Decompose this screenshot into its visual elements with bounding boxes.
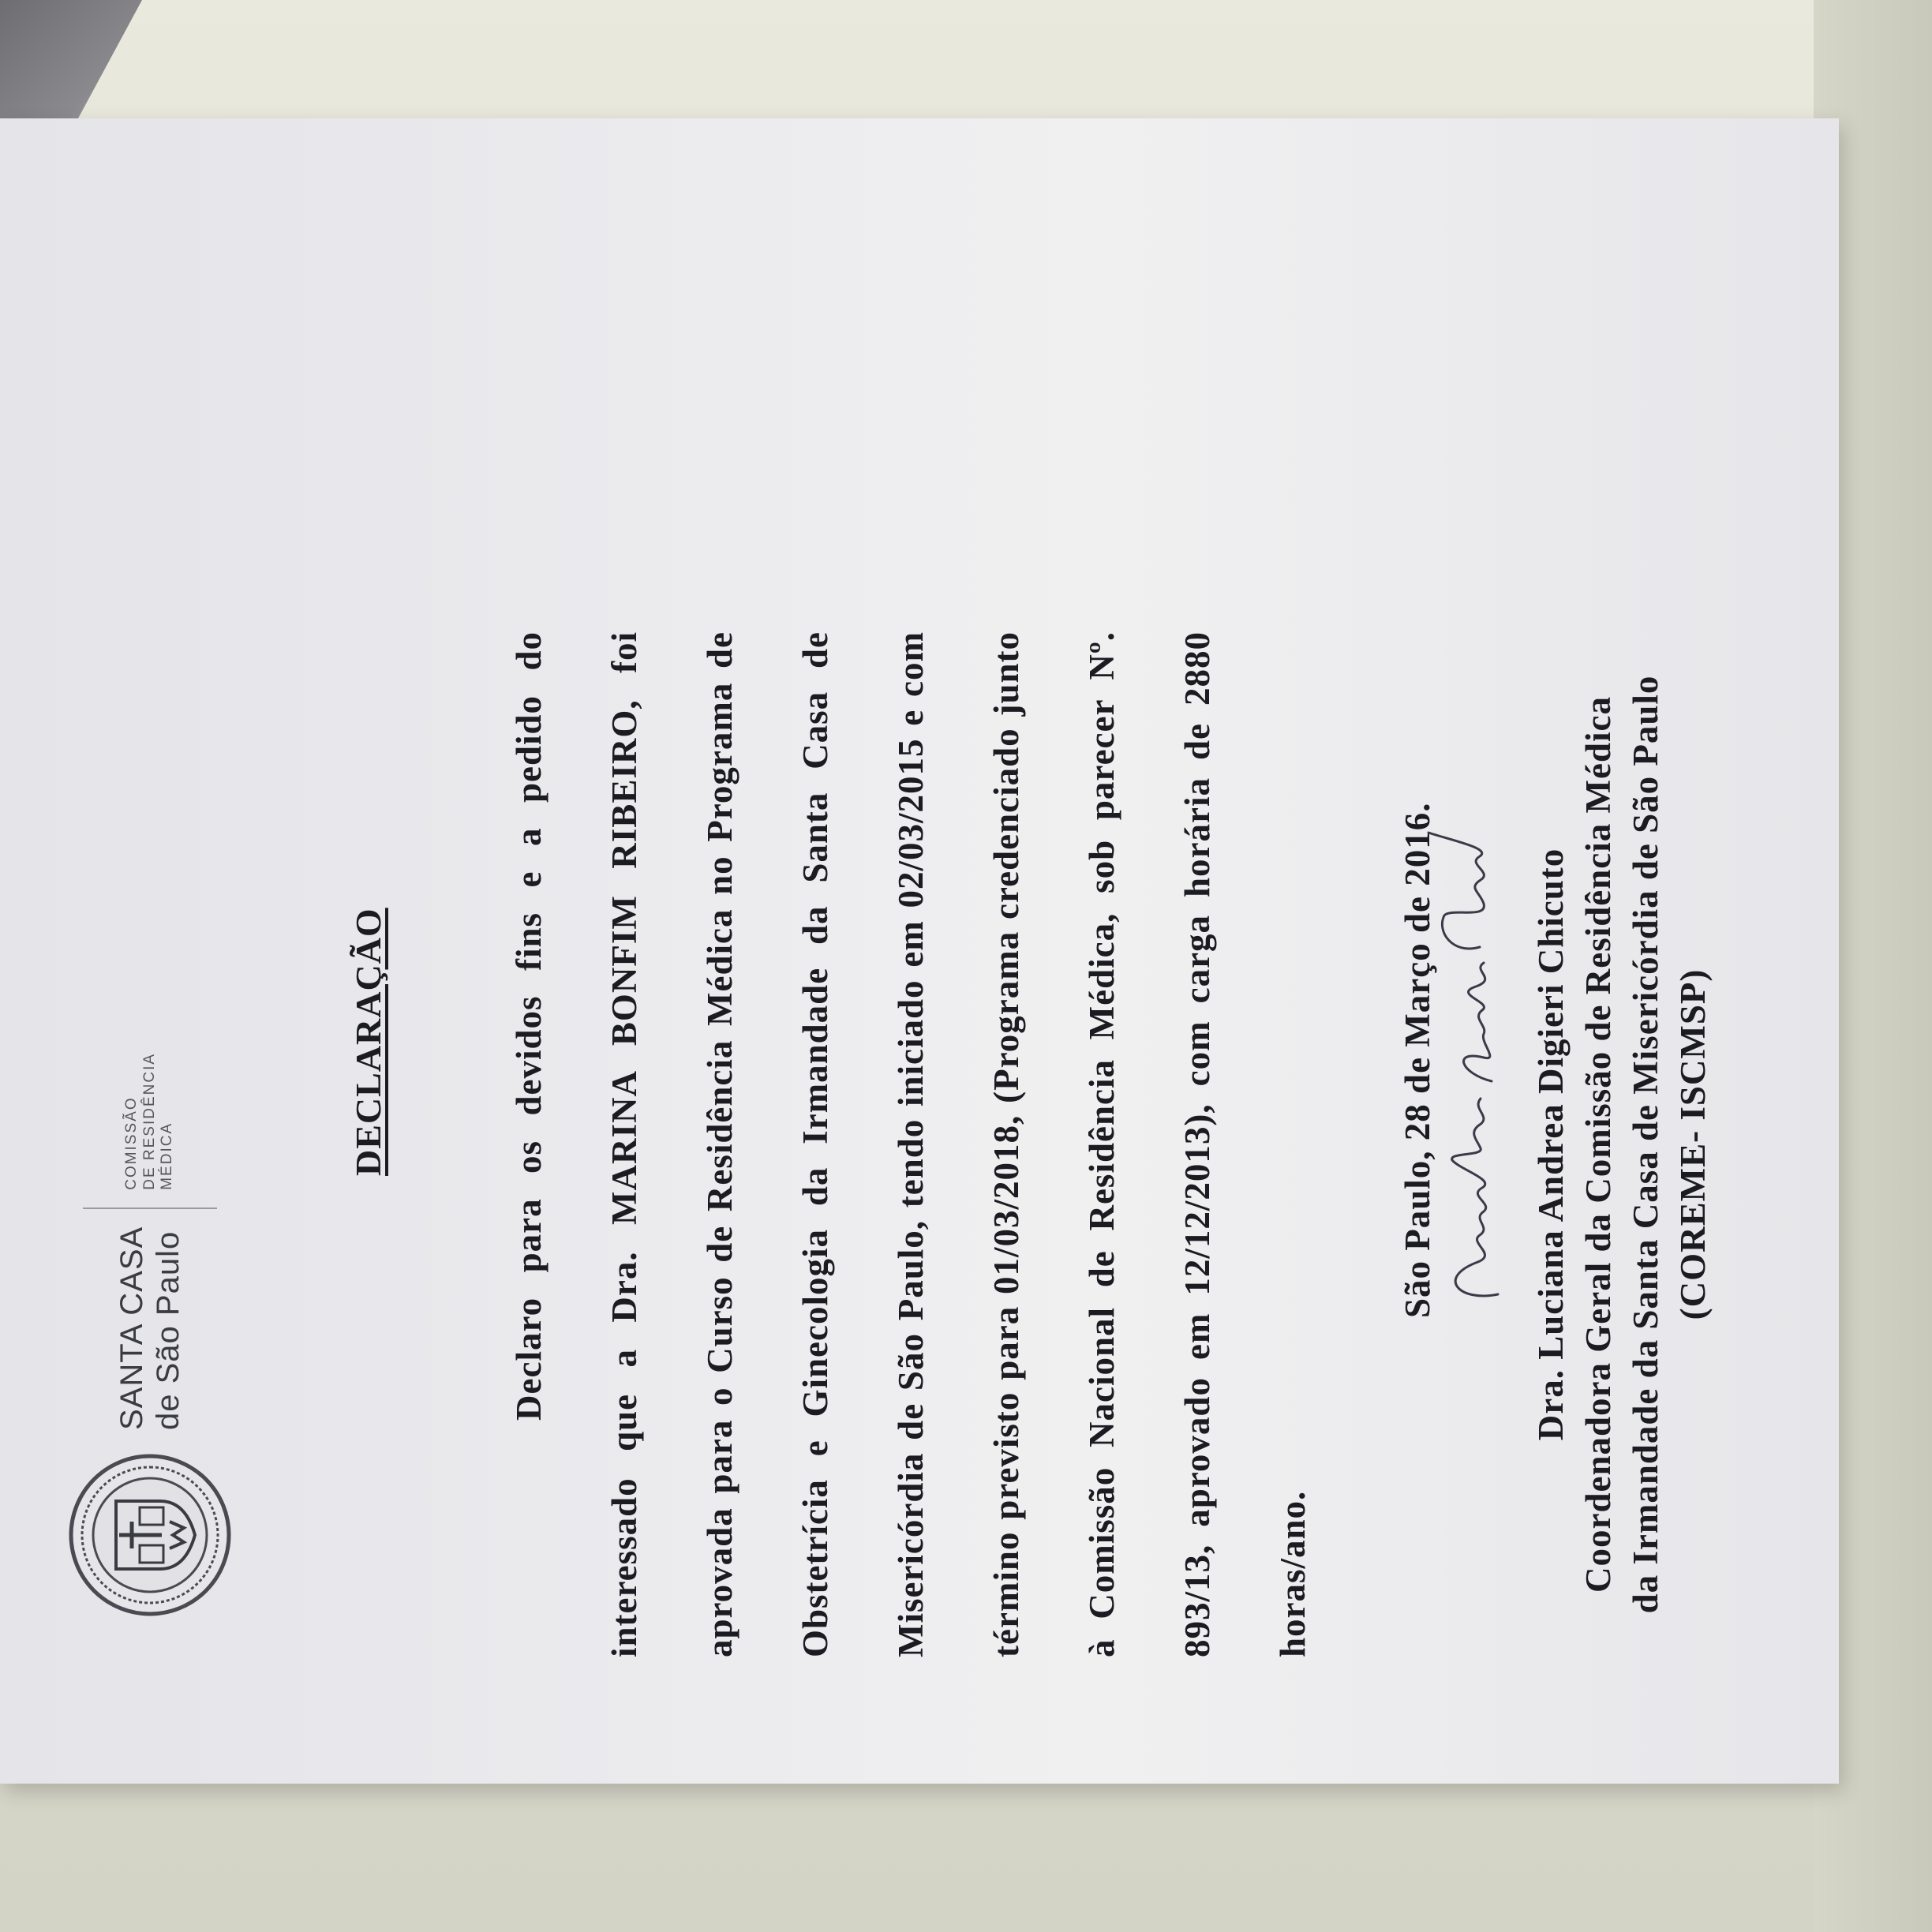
signer-role: Coordenadora Geral da Comissão de Residência Médica — [1578, 696, 1618, 1593]
signer-organization-abbr: (COREME- ISCMSP) — [1673, 968, 1713, 1320]
document-sheet — [0, 118, 1839, 1784]
brand-line-1: SANTA CASA — [114, 1226, 149, 1430]
header-divider — [83, 1208, 217, 1209]
letterhead — [55, 1053, 245, 1618]
santa-casa-seal-icon — [67, 1452, 233, 1618]
commission-line-3: MÉDICA — [159, 1121, 176, 1190]
signer-organization: da Irmandade da Santa Casa de Misericórdia de São Paulo — [1626, 675, 1665, 1614]
commission-line-2: DE RESIDÊNCIA — [140, 1052, 158, 1190]
signer-name: Dra. Luciana Andrea Digieri Chicuto — [1531, 848, 1571, 1441]
signature-block — [1527, 631, 1717, 1657]
commission-line-1: COMISSÃO — [122, 1096, 140, 1190]
commission-name — [123, 1053, 177, 1190]
brand-name — [114, 1226, 186, 1430]
handwritten-signature — [1405, 821, 1515, 1310]
date-line: São Paulo, 28 de Março de 2016. — [1398, 802, 1437, 1318]
declaration-body: Declaro para os devidos fins e a pedido do interessado que a Dra. MARINA BONFIM RIBEIRO, foi aprovada para o Curso de Residência Médica no Programa de Obstetrícia e Ginecologia da Irmandade da Santa Casa de Misericórdia de São Paulo, tendo iniciado em 02/03/2015 e com término previsto para 01/03/2018, (Programa credenciado junto à Comissão Nacional de Residência Médica, sob parecer Nº. 893/13, aprovado em 12/12/2013), com carga horária de 2880 horas/ano. — [509, 631, 1312, 1657]
document-page — [0, 118, 1839, 1784]
brand-line-2: de São Paulo — [151, 1230, 185, 1430]
document-title: DECLARAÇÃO — [348, 908, 388, 1176]
